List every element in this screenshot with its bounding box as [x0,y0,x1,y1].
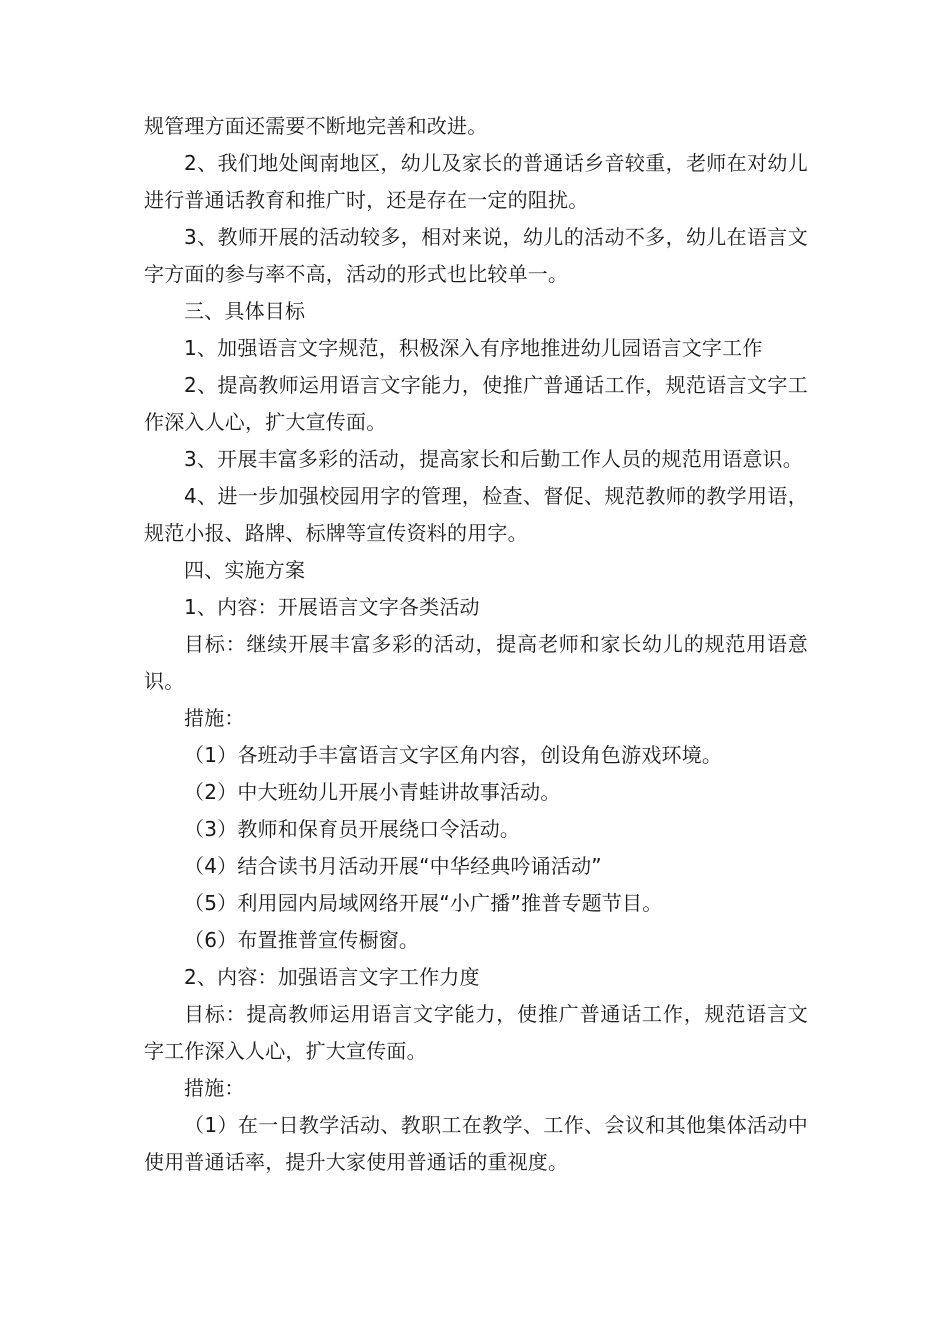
list-item: （5）利用园内局域网络开展“小广播”推普专题节目。 [184,891,663,915]
paragraph: 目标：提高教师运用语言文字能力，使推广普通话工作，规范语言文字工作深入人心，扩大宣传面。 [144,1002,808,1063]
paragraph: 1、加强语言文字规范，积极深入有序地推进幼儿园语言文字工作 [184,336,763,360]
paragraph: 3、开展丰富多彩的活动，提高家长和后勤工作人员的规范用语意识。 [184,447,803,471]
paragraph: 2、我们地处闽南地区，幼儿及家长的普通话乡音较重，老师在对幼儿进行普通话教育和推广时，还是存在一定的阻扰。 [144,151,808,212]
paragraph: 规管理方面还需要不断地完善和改进。 [144,114,488,138]
paragraph: 措施： [184,1076,245,1100]
section-heading: 四、实施方案 [184,558,306,582]
paragraph: 4、进一步加强校园用字的管理，检查、督促、规范教师的教学用语，规范小报、路牌、标牌等宣传资料的用字。 [144,484,808,545]
list-item: （1）在一日教学活动、教职工在教学、工作、会议和其他集体活动中使用普通话率，提升大家使用普通话的重视度。 [144,1113,808,1174]
list-item: （6）布置推普宣传橱窗。 [184,928,420,952]
paragraph: 目标：继续开展丰富多彩的活动，提高老师和家长幼儿的规范用语意识。 [144,632,808,693]
paragraph: 2、内容：加强语言文字工作力度 [184,965,480,989]
document-page [144,108,808,1181]
paragraph: 1、内容：开展语言文字各类活动 [184,595,480,619]
paragraph: 3、教师开展的活动较多，相对来说，幼儿的活动不多，幼儿在语言文字方面的参与率不高，活动的形式也比较单一。 [144,225,808,286]
paragraph: 2、提高教师运用语言文字能力，使推广普通话工作，规范语言文字工作深入人心，扩大宣传面。 [144,373,808,434]
list-item: （2）中大班幼儿开展小青蛙讲故事活动。 [184,780,561,804]
list-item: （1）各班动手丰富语言文字区角内容，创设角色游戏环境。 [184,743,723,767]
list-item: （4）结合读书月活动开展“中华经典吟诵活动” [184,854,602,878]
paragraph: 措施： [184,706,245,730]
section-heading: 三、具体目标 [184,299,306,323]
list-item: （3）教师和保育员开展绕口令活动。 [184,817,521,841]
